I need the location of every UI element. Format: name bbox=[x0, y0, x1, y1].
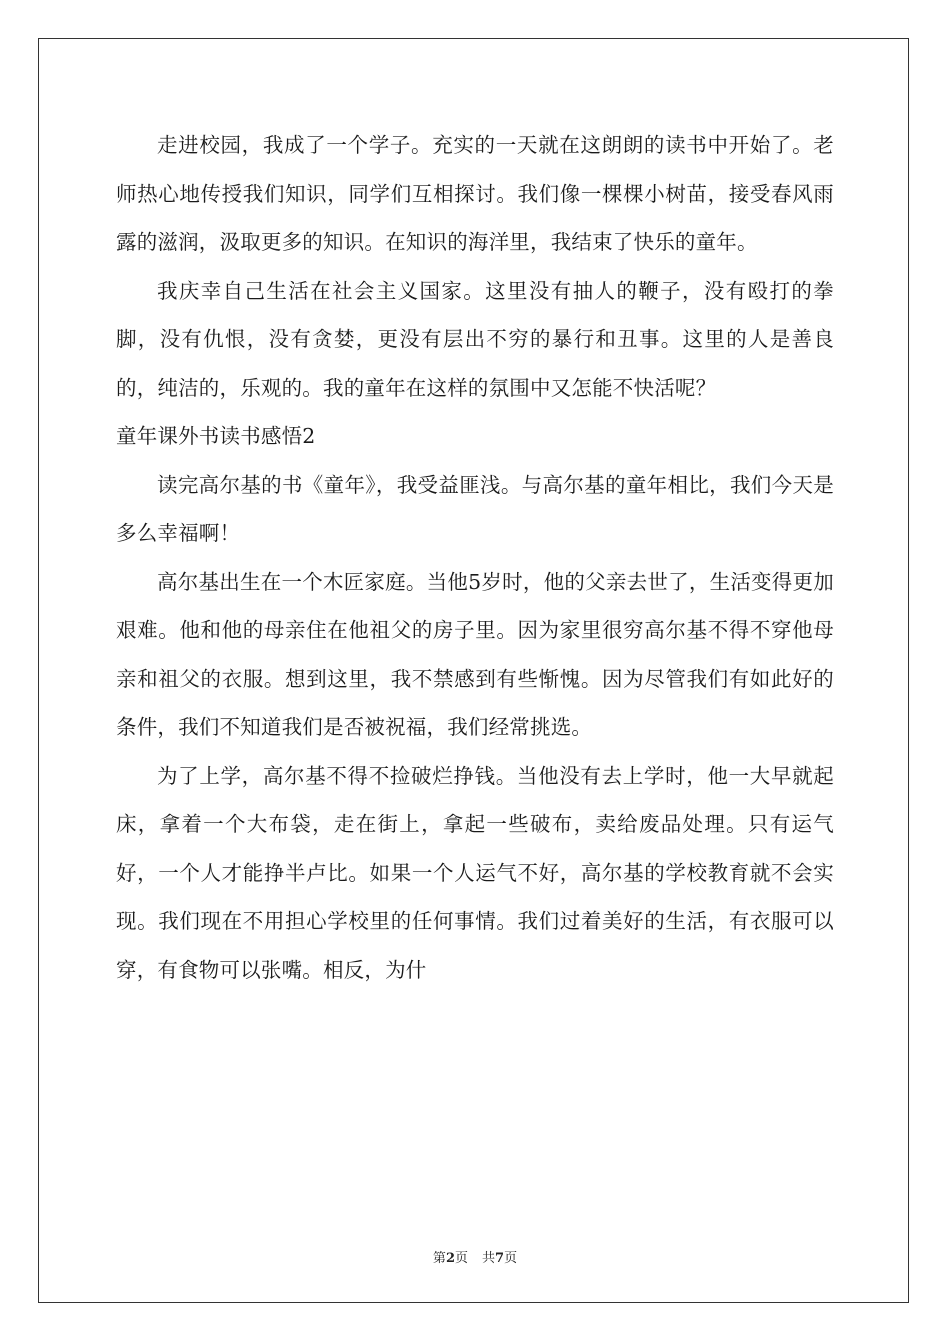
paragraph-1: 走进校园，我成了一个学子。充实的一天就在这朗朗的读书中开始了。老师热心地传授我们知识，同学们互相探讨。我们像一棵棵小树苗，接受春风雨露的滋润，汲取更多的知识。在知识的海洋里，我结束了快乐的童年。 bbox=[116, 133, 834, 254]
total-suffix: 页 bbox=[504, 1251, 518, 1266]
page-footer bbox=[0, 1247, 950, 1266]
paragraph-3: 读完高尔基的书《童年》，我受益匪浅。与高尔基的童年相比，我们今天是多么幸福啊！ bbox=[116, 472, 834, 545]
page-current: 2 bbox=[445, 1251, 455, 1266]
page-prefix: 第 bbox=[432, 1251, 446, 1266]
paragraph-2: 我庆幸自己生活在社会主义国家。这里没有抽人的鞭子，没有殴打的拳脚，没有仇恨，没有贪婪，更没有层出不穷的暴行和丑事。这里的人是善良的，纯洁的，乐观的。我的童年在这样的氛围中又怎能不快活呢？ bbox=[116, 278, 834, 400]
paragraph-5: 为了上学，高尔基不得不捡破烂挣钱。当他没有去上学时，他一大早就起床，拿着一个大布袋，走在街上，拿起一些破布，卖给废品处理。只有运气好，一个人才能挣半卢比。如果一个人运气不好，高尔基的学校教育就不会实现。我们现在不用担心学校里的任何事情。我们过着美好的生活，有衣服可以穿，有食物可以张嘴。相反，为什 bbox=[116, 763, 834, 982]
total-prefix: 共 bbox=[482, 1251, 496, 1266]
section-heading: 童年课外书读书感悟2 bbox=[116, 424, 316, 448]
page-total: 7 bbox=[495, 1251, 505, 1266]
paragraph-4: 高尔基出生在一个木匠家庭。当他5岁时，他的父亲去世了，生活变得更加艰难。他和他的母亲住在他祖父的房子里。因为家里很穷高尔基不得不穿他母亲和祖父的衣服。想到这里，我不禁感到有些惭愧。因为尽管我们有如此好的条件，我们不知道我们是否被祝福，我们经常挑选。 bbox=[116, 569, 834, 739]
document-body bbox=[116, 121, 834, 994]
page-suffix: 页 bbox=[454, 1251, 468, 1266]
